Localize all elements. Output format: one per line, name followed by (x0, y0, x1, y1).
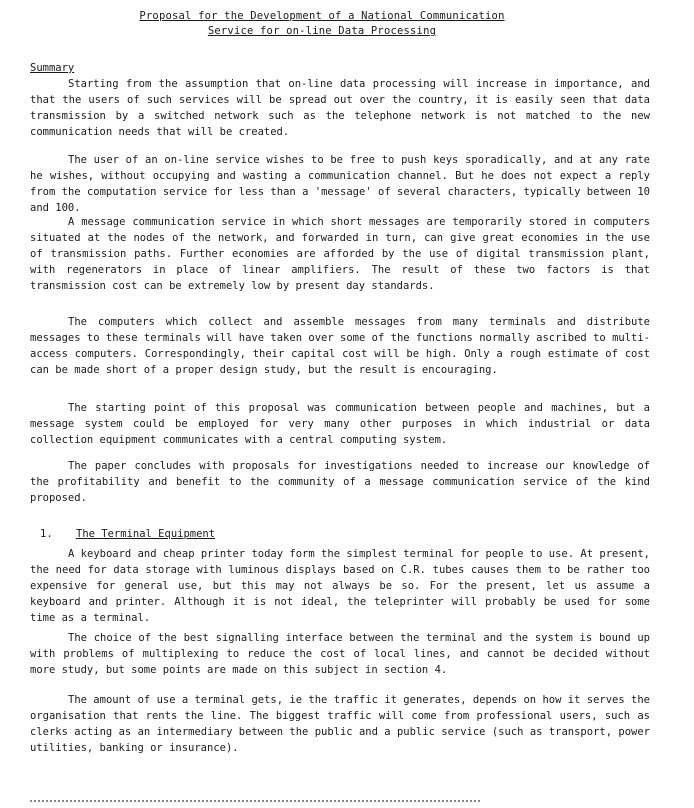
summary-paragraph-1: Starting from the assumption that on-line data processing will increase in importance, and that the users of such services will be spread out over the country, it is easily seen that data transmission by a switched network such as the telephone network is not matched to the new communication needs that will be created. (30, 78, 650, 138)
section-paragraph-2: The choice of the best signalling interface between the terminal and the system is bound up with problems of multiplexing to reduce the cost of local lines, and cannot be decided without more study, but some points are made on this subject in section 4. (30, 632, 650, 676)
summary-paragraph-2: The user of an on-line service wishes to be free to push keys sporadically, and at any rate he wishes, without occupying and wasting a communication channel. But he does not expect a reply from the computation service for less than a 'message' of several characters, typically between 10 and 100. (30, 154, 650, 214)
summary-paragraph-6: The paper concludes with proposals for investigations needed to increase our knowledge of the profitability and benefit to the community of a message communication service of the kind proposed. (30, 460, 650, 504)
document-title-line-1: Proposal for the Development of a National Communication (139, 10, 505, 22)
section-number: 1. (40, 528, 53, 540)
section-title: The Terminal Equipment (76, 528, 216, 540)
summary-heading: Summary (30, 62, 75, 74)
section-paragraph-1: A keyboard and cheap printer today form the simplest terminal for people to use. At present, the need for data storage with luminous displays based on C.R. tubes causes them to be rather too expensive for general use, but this may not always be so. For the present, let us assume a keyboard and printer. Although it is not ideal, the teleprinter will probably be used for some time as a terminal. (30, 548, 650, 624)
section-paragraph-3: The amount of use a terminal gets, ie the traffic it generates, depends on how it serves the organisation that rents the line. The biggest traffic will come from professional users, such as clerks acting as an intermediary between the public and a public service (such as transport, power utilities, banking or insurance). (30, 694, 650, 754)
summary-paragraph-5: The starting point of this proposal was communication between people and machines, but a message system could be employed for very many other purposes in which industrial or data collection equipment communicates with a central computing system. (30, 402, 650, 446)
document-title-line-2: Service for on-line Data Processing (207, 25, 437, 37)
summary-paragraph-3: A message communication service in which short messages are temporarily stored in computers situated at the nodes of the network, and forwarded in turn, can give great economies in the use of transmission paths. Further economies are afforded by the use of digital transmission plant, with regenerators in place of linear amplifiers. The result of these two factors is that transmission cost can be extremely low by present day standards. (30, 216, 650, 292)
page-footer-rule (30, 800, 480, 805)
summary-paragraph-4: The computers which collect and assemble messages from many terminals and distribute messages to these terminals will have taken over some of the functions normally ascribed to multi-access computers. Correspondingly, their capital cost will be high. Only a rough estimate of cost can be made short of a proper design study, but the result is encouraging. (30, 316, 650, 376)
